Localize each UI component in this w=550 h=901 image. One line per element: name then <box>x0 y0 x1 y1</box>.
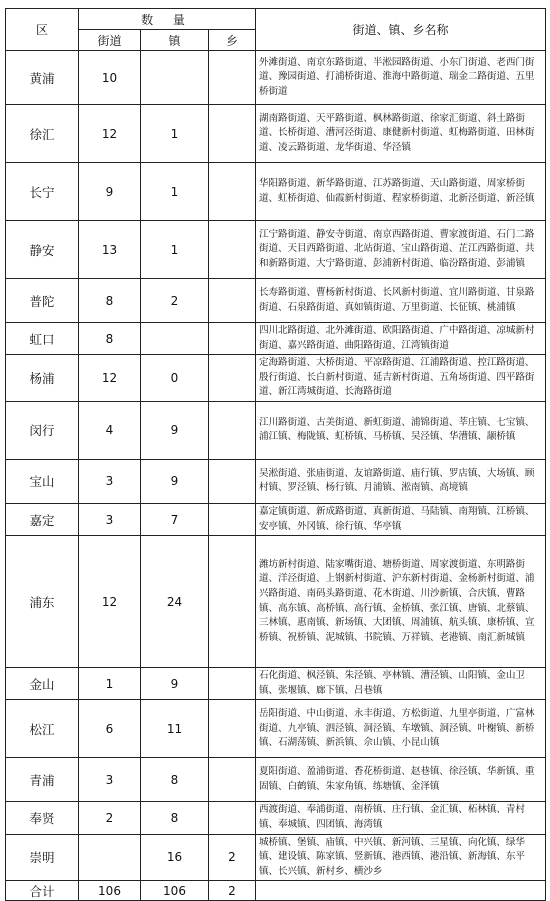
street-count-cell: 12 <box>79 536 141 668</box>
street-count-cell: 4 <box>79 401 141 459</box>
district-cell: 青浦 <box>6 758 79 802</box>
table-row <box>6 51 546 105</box>
table-row <box>6 401 546 459</box>
table-row <box>6 105 546 163</box>
township-count-cell <box>209 758 256 802</box>
names-cell: 岳阳街道、中山街道、永丰街道、方松街道、九里亭街道、广富林街道、九亭镇、泗泾镇、洞泾镇、车墩镇、洞泾镇、叶榭镇、新桥镇、石湖荡镇、新浜镇、佘山镇、小昆山镇 <box>256 700 546 758</box>
district-cell: 嘉定 <box>6 503 79 535</box>
names-cell: 嘉定镇街道、新成路街道、真新街道、马陆镇、南翔镇、江桥镇、安亭镇、外冈镇、徐行镇、华亭镇 <box>256 503 546 535</box>
district-cell: 黄浦 <box>6 51 79 105</box>
street-count-cell: 3 <box>79 459 141 503</box>
total-town: 106 <box>141 881 209 901</box>
table-row <box>6 503 546 535</box>
town-count-cell <box>141 51 209 105</box>
town-count-cell: 7 <box>141 503 209 535</box>
names-cell: 城桥镇、堡镇、庙镇、中兴镇、新河镇、三星镇、向化镇、绿华镇、建设镇、陈家镇、竖新镇、港西镇、港沿镇、新海镇、东平镇、长兴镇、新村乡、横沙乡 <box>256 834 546 881</box>
township-count-cell <box>209 503 256 535</box>
names-cell: 江川路街道、古美街道、新虹街道、浦锦街道、莘庄镇、七宝镇、浦江镇、梅陇镇、虹桥镇、马桥镇、吴泾镇、华漕镇、颛桥镇 <box>256 401 546 459</box>
township-count-cell <box>209 105 256 163</box>
street-count-cell <box>79 834 141 881</box>
district-cell: 长宁 <box>6 163 79 221</box>
township-count-cell <box>209 163 256 221</box>
township-count-cell <box>209 700 256 758</box>
header-town: 镇 <box>141 30 209 51</box>
total-label: 合计 <box>6 881 79 901</box>
town-count-cell: 1 <box>141 163 209 221</box>
street-count-cell: 12 <box>79 355 141 402</box>
street-count-cell: 9 <box>79 163 141 221</box>
township-count-cell <box>209 221 256 279</box>
town-count-cell: 1 <box>141 105 209 163</box>
township-count-cell <box>209 355 256 402</box>
names-cell: 长寿路街道、曹杨新村街道、长风新村街道、宜川路街道、甘泉路街道、石泉路街道、真如镇街道、万里街道、长征镇、桃浦镇 <box>256 279 546 323</box>
names-cell: 四川北路街道、北外滩街道、欧阳路街道、广中路街道、凉城新村街道、嘉兴路街道、曲阳路街道、江湾镇街道 <box>256 323 546 355</box>
names-cell: 潍坊新村街道、陆家嘴街道、塘桥街道、周家渡街道、东明路街道、洋泾街道、上钢新村街道、沪东新村街道、金杨新村街道、浦兴路街道、南码头路街道、花木街道、川沙新镇、合庆镇、曹路镇、高东镇、高桥镇、高行镇、金桥镇、张江镇、唐镇、北蔡镇、三林镇、惠南镇、新场镇、大团镇、周浦镇、航头镇、康桥镇、宣桥镇、祝桥镇、泥城镇、书院镇、万祥镇、老港镇、南汇新城镇 <box>256 536 546 668</box>
table-row <box>6 279 546 323</box>
table-row <box>6 536 546 668</box>
total-township: 2 <box>209 881 256 901</box>
district-cell: 静安 <box>6 221 79 279</box>
town-count-cell: 24 <box>141 536 209 668</box>
header-quantity: 数 量 <box>79 9 256 30</box>
names-cell: 西渡街道、奉浦街道、南桥镇、庄行镇、金汇镇、柘林镇、青村镇、奉城镇、四团镇、海湾镇 <box>256 802 546 834</box>
header-district: 区 <box>6 9 79 51</box>
street-count-cell: 2 <box>79 802 141 834</box>
township-count-cell <box>209 401 256 459</box>
table-row <box>6 758 546 802</box>
table-row <box>6 163 546 221</box>
district-cell: 徐汇 <box>6 105 79 163</box>
header-township: 乡 <box>209 30 256 51</box>
table-row <box>6 700 546 758</box>
street-count-cell: 8 <box>79 323 141 355</box>
header-names: 街道、镇、乡名称 <box>256 9 546 51</box>
street-count-cell: 1 <box>79 668 141 700</box>
district-cell: 宝山 <box>6 459 79 503</box>
names-cell: 江宁路街道、静安寺街道、南京西路街道、曹家渡街道、石门二路街道、天目西路街道、北站街道、宝山路街道、芷江西路街道、共和新路街道、大宁路街道、彭浦新村街道、临汾路街道、彭浦镇 <box>256 221 546 279</box>
names-cell: 华阳路街道、新华路街道、江苏路街道、天山路街道、周家桥街道、虹桥街道、仙霞新村街道、程家桥街道、北新泾街道、新泾镇 <box>256 163 546 221</box>
street-count-cell: 8 <box>79 279 141 323</box>
township-count-cell <box>209 51 256 105</box>
district-cell: 浦东 <box>6 536 79 668</box>
total-row <box>6 881 546 901</box>
names-cell: 石化街道、枫泾镇、朱泾镇、亭林镇、漕泾镇、山阳镇、金山卫镇、张堰镇、廊下镇、吕巷镇 <box>256 668 546 700</box>
total-street: 106 <box>79 881 141 901</box>
table-row <box>6 668 546 700</box>
street-count-cell: 13 <box>79 221 141 279</box>
street-count-cell: 10 <box>79 51 141 105</box>
town-count-cell: 11 <box>141 700 209 758</box>
names-cell: 夏阳街道、盈浦街道、香花桥街道、赵巷镇、徐泾镇、华新镇、重固镇、白鹤镇、朱家角镇、练塘镇、金泽镇 <box>256 758 546 802</box>
table-row <box>6 802 546 834</box>
street-count-cell: 3 <box>79 758 141 802</box>
district-cell: 普陀 <box>6 279 79 323</box>
township-count-cell: 2 <box>209 834 256 881</box>
table-row <box>6 355 546 402</box>
table-row <box>6 221 546 279</box>
town-count-cell: 16 <box>141 834 209 881</box>
table-row <box>6 323 546 355</box>
town-count-cell: 2 <box>141 279 209 323</box>
district-cell: 崇明 <box>6 834 79 881</box>
table-row <box>6 459 546 503</box>
header-street: 街道 <box>79 30 141 51</box>
township-count-cell <box>209 668 256 700</box>
township-count-cell <box>209 536 256 668</box>
district-cell: 闵行 <box>6 401 79 459</box>
town-count-cell: 0 <box>141 355 209 402</box>
table-row <box>6 834 546 881</box>
town-count-cell: 1 <box>141 221 209 279</box>
street-count-cell: 6 <box>79 700 141 758</box>
town-count-cell: 9 <box>141 459 209 503</box>
town-count-cell: 9 <box>141 401 209 459</box>
total-names <box>256 881 546 901</box>
township-count-cell <box>209 459 256 503</box>
township-count-cell <box>209 802 256 834</box>
town-count-cell: 8 <box>141 802 209 834</box>
township-count-cell <box>209 323 256 355</box>
names-cell: 吴淞街道、张庙街道、友谊路街道、庙行镇、罗店镇、大场镇、顾村镇、罗泾镇、杨行镇、月浦镇、淞南镇、高境镇 <box>256 459 546 503</box>
names-cell: 湖南路街道、天平路街道、枫林路街道、徐家汇街道、斜土路街道、长桥街道、漕河泾街道、康健新村街道、虹梅路街道、田林街道、凌云路街道、龙华街道、华泾镇 <box>256 105 546 163</box>
town-count-cell <box>141 323 209 355</box>
district-cell: 松江 <box>6 700 79 758</box>
township-count-cell <box>209 279 256 323</box>
names-cell: 外滩街道、南京东路街道、半淞园路街道、小东门街道、老西门街道、豫园街道、打浦桥街道、淮海中路街道、瑞金二路街道、五里桥街道 <box>256 51 546 105</box>
town-count-cell: 8 <box>141 758 209 802</box>
district-cell: 奉贤 <box>6 802 79 834</box>
district-table <box>5 8 546 901</box>
district-cell: 杨浦 <box>6 355 79 402</box>
street-count-cell: 12 <box>79 105 141 163</box>
district-cell: 金山 <box>6 668 79 700</box>
street-count-cell: 3 <box>79 503 141 535</box>
district-cell: 虹口 <box>6 323 79 355</box>
table-body <box>6 51 546 881</box>
town-count-cell: 9 <box>141 668 209 700</box>
names-cell: 定海路街道、大桥街道、平凉路街道、江浦路街道、控江路街道、殷行街道、长白新村街道、延吉新村街道、五角场街道、四平路街道、新江湾城街道、长海路街道 <box>256 355 546 402</box>
